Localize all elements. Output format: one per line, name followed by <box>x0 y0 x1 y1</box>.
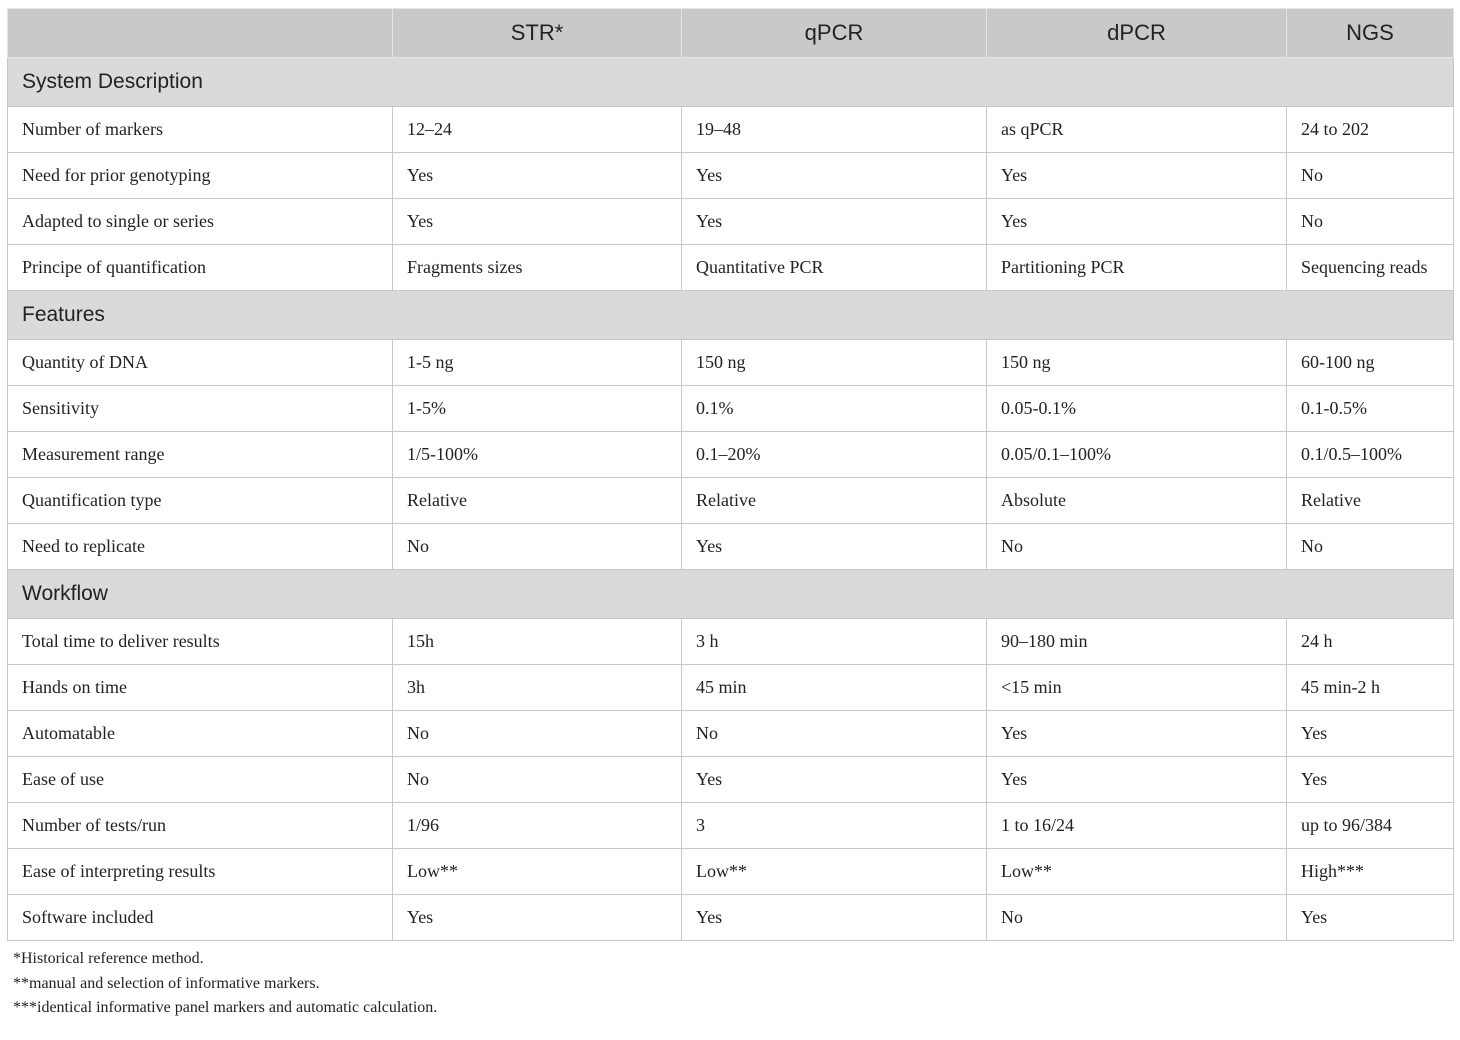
section-title: System Description <box>8 58 1454 107</box>
footnotes <box>7 947 1453 1021</box>
qpcr-value: 150 ng <box>682 340 987 386</box>
ngs-value: 0.1-0.5% <box>1287 386 1454 432</box>
ngs-value: Sequencing reads <box>1287 245 1454 291</box>
table-row <box>8 386 1454 432</box>
header-corner <box>8 9 393 58</box>
str-value: Yes <box>393 199 682 245</box>
table-row <box>8 340 1454 386</box>
qpcr-value: Yes <box>682 524 987 570</box>
header-qpcr: qPCR <box>682 9 987 58</box>
table-row <box>8 711 1454 757</box>
ngs-value: High*** <box>1287 849 1454 895</box>
row-label: Measurement range <box>8 432 393 478</box>
dpcr-value: <15 min <box>987 665 1287 711</box>
qpcr-value: Yes <box>682 199 987 245</box>
qpcr-value: 0.1% <box>682 386 987 432</box>
row-label: Need for prior genotyping <box>8 153 393 199</box>
ngs-value: Yes <box>1287 757 1454 803</box>
qpcr-value: No <box>682 711 987 757</box>
row-label: Number of tests/run <box>8 803 393 849</box>
table-row <box>8 153 1454 199</box>
dpcr-value: No <box>987 895 1287 941</box>
qpcr-value: 19–48 <box>682 107 987 153</box>
comparison-table <box>7 8 1454 941</box>
row-label: Software included <box>8 895 393 941</box>
ngs-value: No <box>1287 153 1454 199</box>
dpcr-value: Yes <box>987 711 1287 757</box>
dpcr-value: Partitioning PCR <box>987 245 1287 291</box>
table-row <box>8 895 1454 941</box>
qpcr-value: 45 min <box>682 665 987 711</box>
str-value: Low** <box>393 849 682 895</box>
dpcr-value: 0.05/0.1–100% <box>987 432 1287 478</box>
header-str: STR* <box>393 9 682 58</box>
str-value: Yes <box>393 895 682 941</box>
qpcr-value: Relative <box>682 478 987 524</box>
qpcr-value: 3 h <box>682 619 987 665</box>
ngs-value: 45 min-2 h <box>1287 665 1454 711</box>
dpcr-value: 90–180 min <box>987 619 1287 665</box>
row-label: Quantification type <box>8 478 393 524</box>
dpcr-value: No <box>987 524 1287 570</box>
str-value: Fragments sizes <box>393 245 682 291</box>
row-label: Automatable <box>8 711 393 757</box>
section-row <box>8 291 1454 340</box>
dpcr-value: Yes <box>987 153 1287 199</box>
dpcr-value: Low** <box>987 849 1287 895</box>
qpcr-value: Yes <box>682 153 987 199</box>
dpcr-value: 1 to 16/24 <box>987 803 1287 849</box>
ngs-value: No <box>1287 524 1454 570</box>
comparison-table-container <box>7 8 1453 1021</box>
section-title: Workflow <box>8 570 1454 619</box>
ngs-value: 24 to 202 <box>1287 107 1454 153</box>
str-value: 1/96 <box>393 803 682 849</box>
table-row <box>8 199 1454 245</box>
qpcr-value: Quantitative PCR <box>682 245 987 291</box>
dpcr-value: Yes <box>987 757 1287 803</box>
dpcr-value: 150 ng <box>987 340 1287 386</box>
table-row <box>8 107 1454 153</box>
header-dpcr: dPCR <box>987 9 1287 58</box>
section-row <box>8 570 1454 619</box>
row-label: Principe of quantification <box>8 245 393 291</box>
dpcr-value: as qPCR <box>987 107 1287 153</box>
row-label: Ease of interpreting results <box>8 849 393 895</box>
ngs-value: up to 96/384 <box>1287 803 1454 849</box>
str-value: 1-5 ng <box>393 340 682 386</box>
footnote: ***identical informative panel markers and automatic calculation. <box>13 999 438 1016</box>
footnote: *Historical reference method. <box>13 950 204 967</box>
dpcr-value: 0.05-0.1% <box>987 386 1287 432</box>
ngs-value: Relative <box>1287 478 1454 524</box>
section-title: Features <box>8 291 1454 340</box>
table-row <box>8 665 1454 711</box>
table-row <box>8 849 1454 895</box>
str-value: 12–24 <box>393 107 682 153</box>
qpcr-value: Yes <box>682 757 987 803</box>
section-row <box>8 58 1454 107</box>
str-value: 1-5% <box>393 386 682 432</box>
ngs-value: Yes <box>1287 711 1454 757</box>
table-body <box>8 58 1454 941</box>
table-row <box>8 478 1454 524</box>
row-label: Sensitivity <box>8 386 393 432</box>
footnote: **manual and selection of informative markers. <box>13 974 320 992</box>
table-row <box>8 524 1454 570</box>
table-row <box>8 757 1454 803</box>
dpcr-value: Absolute <box>987 478 1287 524</box>
ngs-value: 24 h <box>1287 619 1454 665</box>
qpcr-value: 0.1–20% <box>682 432 987 478</box>
ngs-value: 0.1/0.5–100% <box>1287 432 1454 478</box>
table-row <box>8 803 1454 849</box>
row-label: Quantity of DNA <box>8 340 393 386</box>
str-value: No <box>393 711 682 757</box>
ngs-value: 60-100 ng <box>1287 340 1454 386</box>
row-label: Ease of use <box>8 757 393 803</box>
table-row <box>8 619 1454 665</box>
str-value: Relative <box>393 478 682 524</box>
table-row <box>8 245 1454 291</box>
qpcr-value: 3 <box>682 803 987 849</box>
row-label: Hands on time <box>8 665 393 711</box>
qpcr-value: Low** <box>682 849 987 895</box>
header-ngs: NGS <box>1287 9 1454 58</box>
qpcr-value: Yes <box>682 895 987 941</box>
str-value: No <box>393 757 682 803</box>
row-label: Number of markers <box>8 107 393 153</box>
row-label: Need to replicate <box>8 524 393 570</box>
str-value: 1/5-100% <box>393 432 682 478</box>
ngs-value: Yes <box>1287 895 1454 941</box>
dpcr-value: Yes <box>987 199 1287 245</box>
row-label: Adapted to single or series <box>8 199 393 245</box>
str-value: 3h <box>393 665 682 711</box>
str-value: No <box>393 524 682 570</box>
header-row <box>8 9 1454 58</box>
str-value: 15h <box>393 619 682 665</box>
row-label: Total time to deliver results <box>8 619 393 665</box>
ngs-value: No <box>1287 199 1454 245</box>
table-row <box>8 432 1454 478</box>
str-value: Yes <box>393 153 682 199</box>
